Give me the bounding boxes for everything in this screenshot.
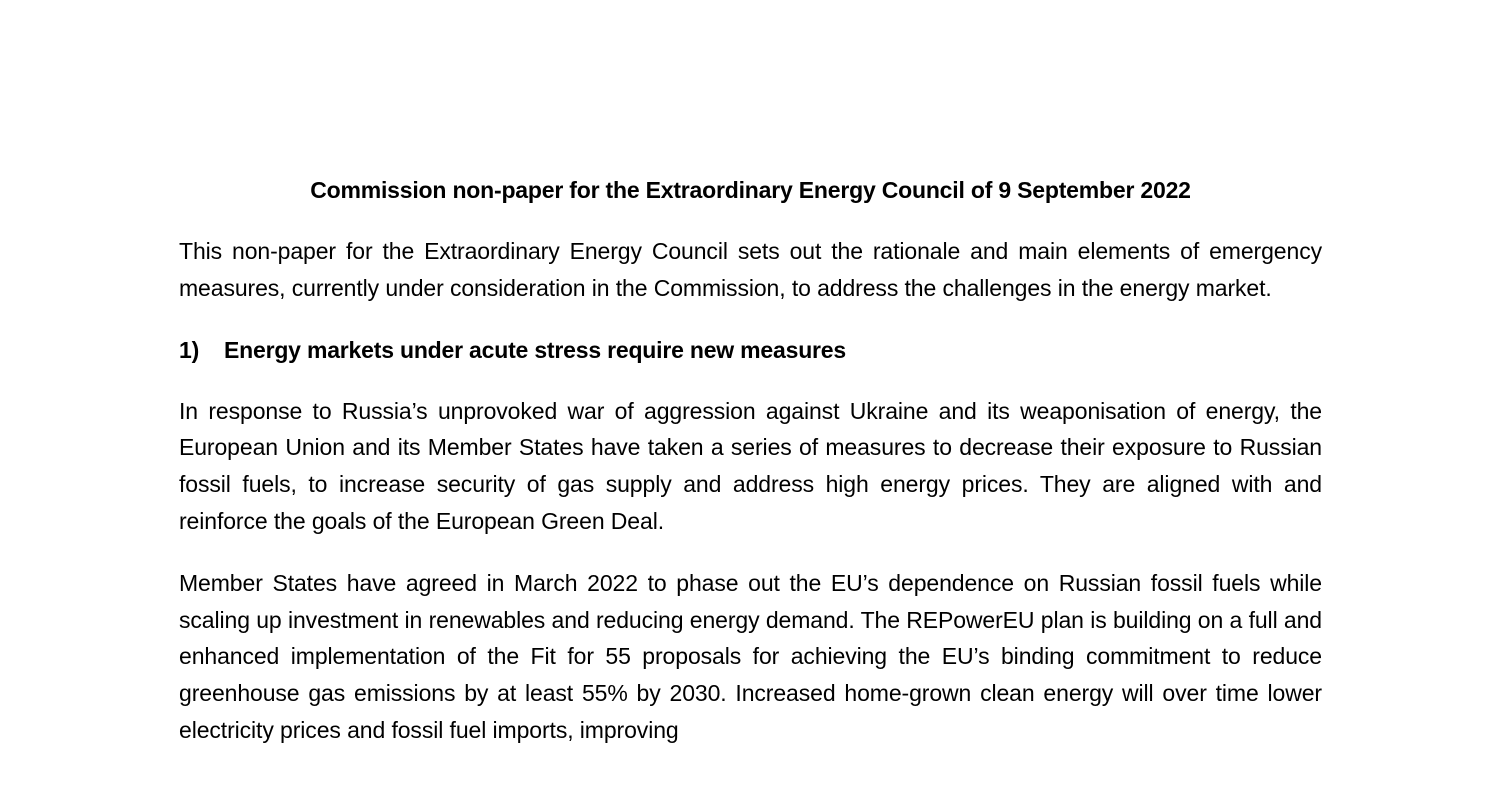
section-heading bbox=[179, 332, 1322, 368]
section-number: 1) bbox=[179, 336, 200, 363]
body-paragraph-1: In response to Russia’s unprovoked war of aggression against Ukraine and its weaponisation of energy, the European Union and its Member States have taken a series of measures to decrease their exposure to Russian fossil fuels, to increase security of gas supply and address high energy prices. They are aligned with and reinforce the goals of the European Green Deal. bbox=[179, 397, 1322, 534]
document-body bbox=[179, 172, 1322, 774]
intro-paragraph: This non-paper for the Extraordinary Energy Council sets out the rationale and main elements of emergency measures, currently under consideration in the Commission, to address the challenges in the energy market. bbox=[179, 238, 1322, 301]
document-title: Commission non-paper for the Extraordinary Energy Council of 9 September 2022 bbox=[310, 177, 1191, 203]
body-paragraph-2: Member States have agreed in March 2022 to phase out the EU’s dependence on Russian fossil fuels while scaling up investment in renewables and reducing energy demand. The REPowerEU plan is building on a full and enhanced implementation of the Fit for 55 proposals for achieving the EU’s binding commitment to reduce greenhouse gas emissions by at least 55% by 2030. Increased home-grown clean energy will over time lower electricity prices and fossil fuel imports, improving bbox=[179, 569, 1322, 743]
section-heading-text: Energy markets under acute stress require new measures bbox=[224, 336, 846, 363]
